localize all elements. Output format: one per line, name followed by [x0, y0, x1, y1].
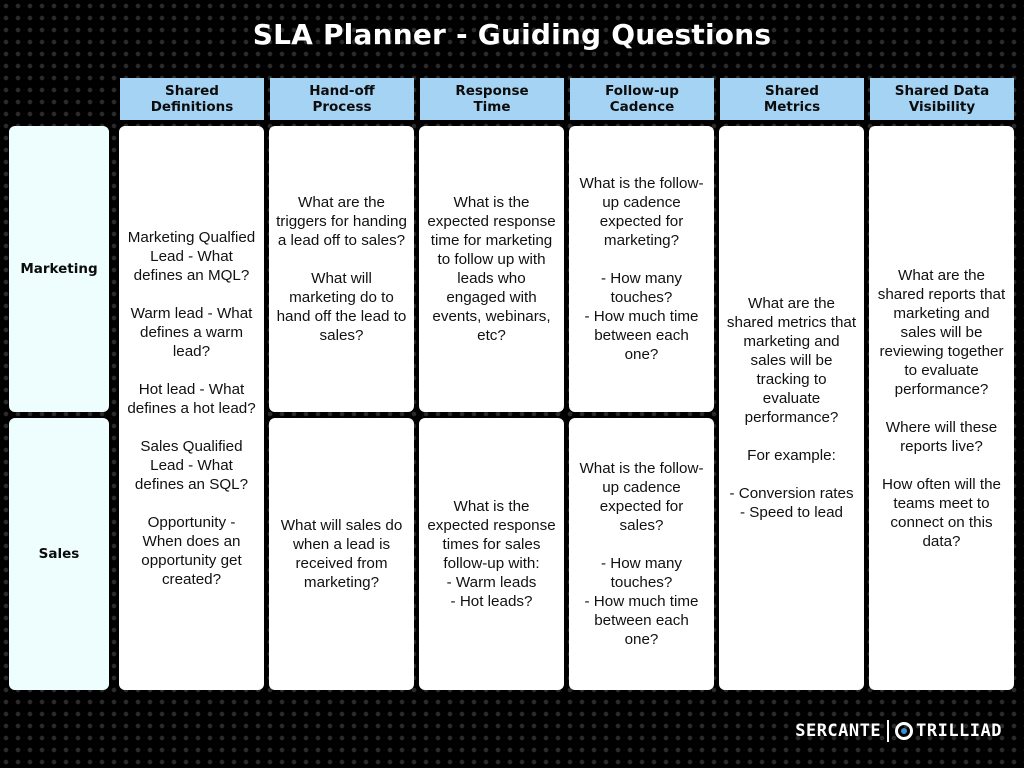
logo-brand-sercante: SERCANTE [795, 721, 882, 741]
cell-shared-definitions: Marketing Qualfied Lead - What defines an MQL? Warm lead - What defines a warm lead? Hot lead - What defines a hot lead? Sales Qualified Lead - What defines an SQL? Opportunity - When does an opportunity get created? [119, 126, 264, 690]
cell-handoff-sales: What will sales do when a lead is received from marketing? [269, 418, 414, 690]
cell-response-sales: What is the expected response times for sales follow-up with: - Warm leads - Hot leads? [419, 418, 564, 690]
cell-shared-metrics: What are the shared metrics that marketing and sales will be tracking to evaluate performance? For example: - Conversion rates - Speed to lead [719, 126, 864, 690]
cell-followup-marketing: What is the follow-up cadence expected for marketing? - How many touches? - How much time between each one? [569, 126, 714, 412]
row-header-marketing: Marketing [9, 126, 109, 412]
column-header-shared-metrics: Shared Metrics [720, 78, 864, 120]
logo-divider [887, 720, 889, 742]
column-header-response-time: Response Time [420, 78, 564, 120]
trilliad-circle-icon [895, 722, 913, 740]
cell-response-marketing: What is the expected response time for marketing to follow up with leads who engaged with events, webinars, etc? [419, 126, 564, 412]
row-header-sales: Sales [9, 418, 109, 690]
brand-logo [795, 720, 1002, 742]
cell-shared-data-visibility: What are the shared reports that marketing and sales will be reviewing together to evaluate performance? Where will these reports live? How often will the teams meet to connect on this data? [869, 126, 1014, 690]
logo-brand-trilliad: TRILLIAD [916, 721, 1002, 741]
column-header-shared-data-visibility: Shared Data Visibility [870, 78, 1014, 120]
column-header-hand-off-process: Hand-off Process [270, 78, 414, 120]
cell-followup-sales: What is the follow-up cadence expected for sales? - How many touches? - How much time between each one? [569, 418, 714, 690]
cell-handoff-marketing: What are the triggers for handing a lead off to sales? What will marketing do to hand off the lead to sales? [269, 126, 414, 412]
page-title: SLA Planner - Guiding Questions [252, 18, 772, 51]
column-header-shared-definitions: Shared Definitions [120, 78, 264, 120]
column-header-follow-up-cadence: Follow-up Cadence [570, 78, 714, 120]
